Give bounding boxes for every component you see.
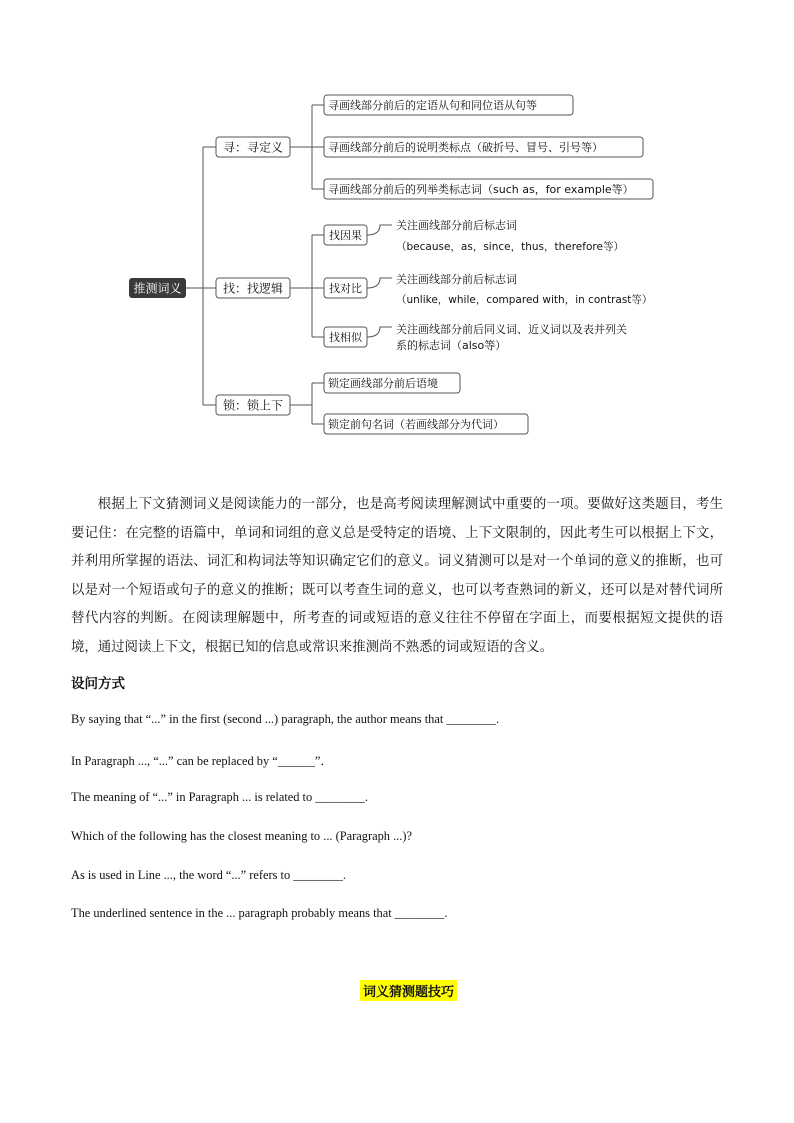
sub-label: 找因果 [329,229,362,242]
branch-label: 锁：锁上下 [222,398,284,413]
branch-label: 寻：寻定义 [222,140,284,155]
leaf-text: 锁定画线部分前后语境 [328,377,438,390]
root-label: 推测词义 [133,281,182,296]
question-pattern: The meaning of “...” in Paragraph ... is related to ________. [71,790,368,804]
question-pattern: Which of the following has the closest meaning to ... (Paragraph ...)? [71,829,412,843]
sub-desc: 关注画线部分前后标志词 [396,273,517,286]
sub-label: 找对比 [329,282,362,295]
mind-map [0,0,794,450]
sub-desc: 关注画线部分前后标志词 [396,219,517,232]
sub-desc: （unlike，while，compared with，in contrast等） [396,294,653,306]
question-heading: 设问方式 [71,676,125,692]
sub-desc: 系的标志词（also等） [396,339,507,352]
sub-desc: 关注画线部分前后同义词、近义词以及表并列关 [396,323,627,336]
sub-desc: （because，as，since，thus，therefore等） [396,241,624,253]
leaf-text: 寻画线部分前后的说明类标点（破折号、冒号、引号等） [328,141,603,154]
tips-heading: 词义猜测题技巧 [360,980,457,1001]
intro-paragraph: 根据上下文猜测词义是阅读能力的一部分，也是高考阅读理解测试中重要的一项。要做好这类题目，考生要记住：在完整的语篇中，单词和词组的意义总是受特定的语境、上下文限制的，因此考生可以根据上下文，并利用所掌握的语法、词汇和构词法等知识确定它们的意义。词义猜测可以是对一个单词的意义的推断，也可以是对一个短语或句子的意义的推断；既可以考查生词的意义，也可以考查熟词的新义，还可以是对替代词所替代内容的判断。在阅读理解题中，所考查的词或短语的意义往往不停留在字面上，而要根据短文提供的语境，通过阅读上下文，根据已知的信息或常识来推测尚不熟悉的词或短语的含义。 [71,497,723,655]
leaf-text: 寻画线部分前后的列举类标志词（such as，for example等） [328,183,634,196]
question-pattern: In Paragraph ..., “...” can be replaced by “______”． [71,754,333,768]
branch-label: 找：找逻辑 [222,281,284,296]
sub-label: 找相似 [329,331,362,344]
leaf-text: 锁定前句名词（若画线部分为代词） [328,418,504,431]
question-pattern: The underlined sentence in the ... paragraph probably means that ________. [71,906,448,920]
question-pattern: As is used in Line ..., the word “...” refers to ________. [71,868,346,882]
leaf-text: 寻画线部分前后的定语从句和同位语从句等 [328,99,537,112]
question-pattern: By saying that “...” in the first (second ...) paragraph, the author means that ________. [71,712,500,726]
